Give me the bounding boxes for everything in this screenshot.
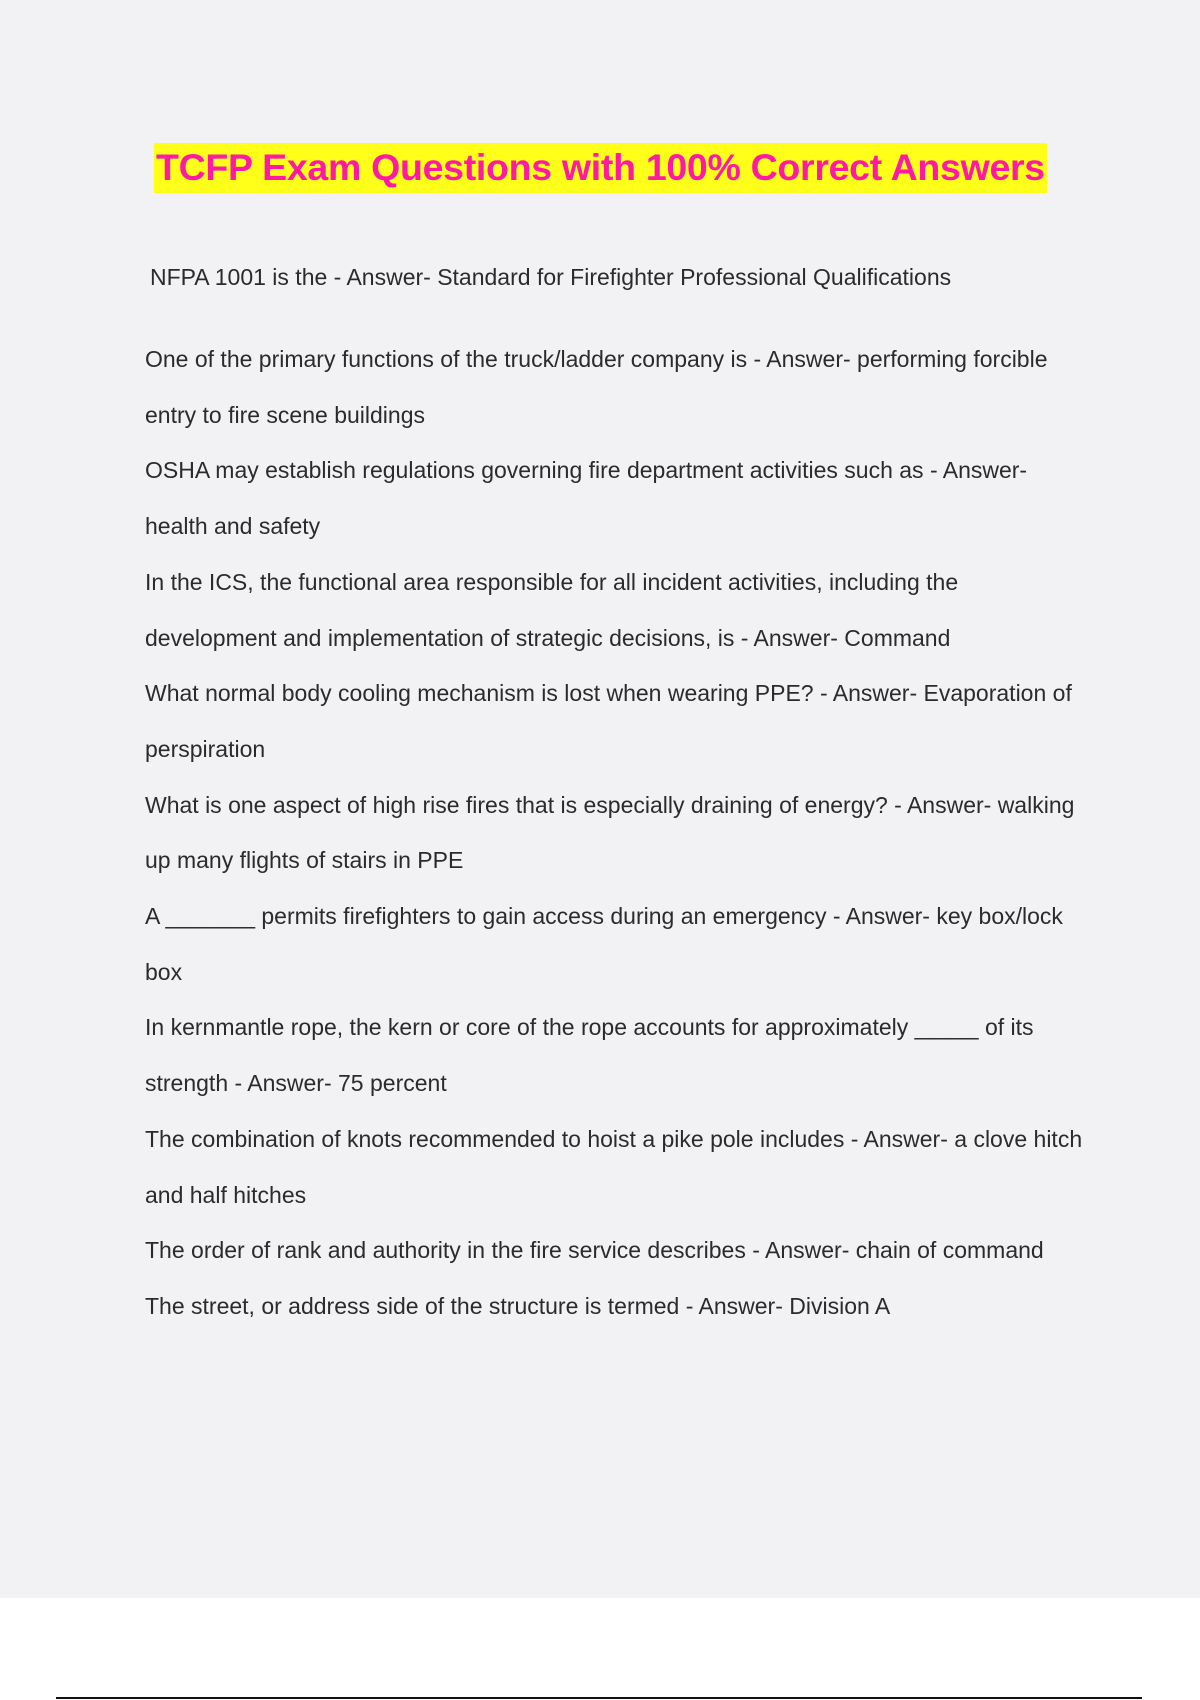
- qa-item: The order of rank and authority in the fire service describes - Answer- chain of command: [145, 1237, 1044, 1264]
- qa-item: In kernmantle rope, the kern or core of the rope accounts for approximately _____ of its strength - Answer- 75 percent: [145, 1014, 1034, 1097]
- qa-item: The street, or address side of the structure is termed - Answer- Division A: [145, 1292, 891, 1319]
- qa-item: What is one aspect of high rise fires that is especially draining of energy? - Answer- walking up many flights of stairs in PPE: [145, 791, 1075, 874]
- qa-item-first: NFPA 1001 is the - Answer- Standard for Firefighter Professional Qualifications: [150, 264, 952, 290]
- qa-item: A _______ permits firefighters to gain access during an emergency - Answer- key box/lock box: [145, 903, 1063, 985]
- qa-item: The combination of knots recommended to hoist a pike pole includes - Answer- a clove hitch and half hitches: [145, 1125, 1083, 1208]
- qa-item: OSHA may establish regulations governing fire department activities such as - Answer- health and safety: [145, 457, 1028, 540]
- document-title: TCFP Exam Questions with 100% Correct Answers: [154, 143, 1047, 193]
- qa-item: What normal body cooling mechanism is lost when wearing PPE? - Answer- Evaporation of perspiration: [145, 680, 1072, 762]
- qa-list: [145, 332, 1085, 1335]
- qa-item: In the ICS, the functional area responsible for all incident activities, including the development and implementation of strategic decisions, is - Answer- Command: [145, 568, 959, 651]
- footer-divider: [56, 1697, 1142, 1699]
- qa-item: One of the primary functions of the truck/ladder company is - Answer- performing forcible entry to fire scene buildings: [145, 346, 1048, 428]
